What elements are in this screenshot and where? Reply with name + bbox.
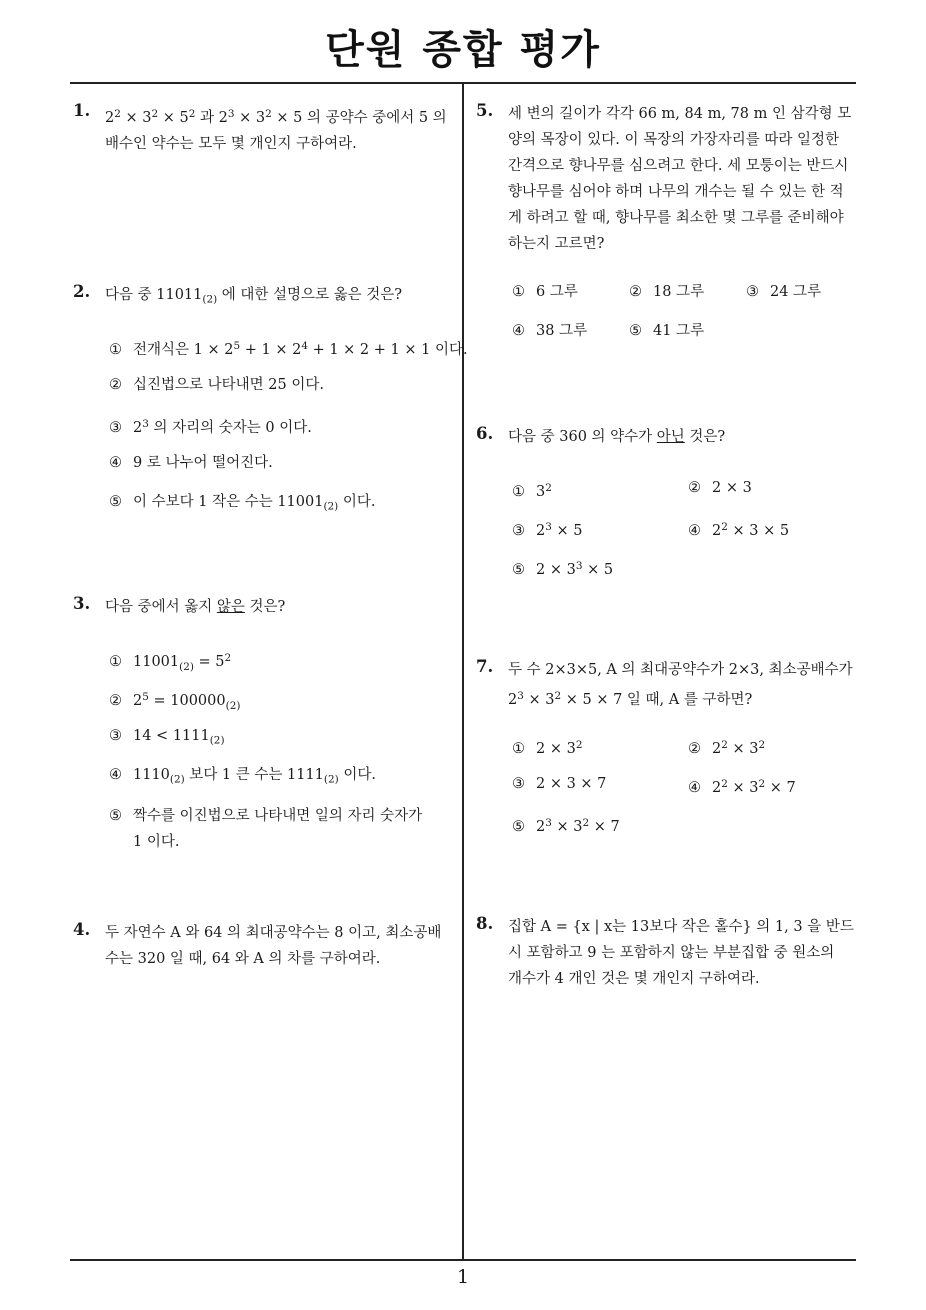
option-4[interactable]: ④ 38 그루 [512,323,588,339]
option-5[interactable]: ⑤ 이 수보다 1 작은 수는 $11001_{(2)}$ 이다. [109,494,376,513]
option-2[interactable]: ② $2^5 = 100000_{(2)}$ [109,691,241,712]
question-stem: 두 수 2×3×5, A 의 최대공약수가 2×3, 최소공배수가 $2^3 \times 3^2 \times 5 \times 7$ 일 때, A 를 구하면? [508,662,853,709]
page-number: 1 [456,1266,470,1288]
option-3[interactable]: ③ $2^3 \times 5$ [512,521,583,540]
question-8 [476,914,854,992]
option-1[interactable]: ① $2 \times 3^2$ [512,739,583,758]
option-2[interactable]: ② 십진법으로 나타내면 25 이다. [109,377,324,393]
question-5 [476,101,852,257]
question-1 [73,101,447,157]
footer-rule [70,1259,856,1261]
question-4 [73,920,442,972]
question-stem: 집합 A = {x | x는 13보다 작은 홀수} 의 1, 3 을 반드 시 포함하고 9 는 포함하지 않는 부분집합 중 원소의 개수가 4 개인 것은 몇 개인지 구하여라. [508,919,854,987]
option-5[interactable]: ⑤ $2 \times 3^3 \times 5$ [512,560,614,579]
question-number: 2. [73,282,91,301]
option-1[interactable]: ① 6 그루 [512,284,578,300]
option-4[interactable]: ④ $2^2 \times 3^2 \times 7$ [688,778,796,797]
question-stem: 다음 중에서 옳지 않은 것은? [105,599,286,615]
option-2[interactable]: ② $2^2 \times 3^2$ [688,739,766,758]
option-4[interactable]: ④ $1110_{(2)}$ 보다 1 큰 수는 $1111_{(2)}$ 이다. [109,767,376,786]
question-number: 4. [73,920,91,939]
question-3 [73,594,286,620]
option-5[interactable]: ⑤ $2^3 \times 3^2 \times 7$ [512,817,620,836]
option-1[interactable]: ① $11001_{(2)} = 5^2$ [109,652,232,673]
option-4[interactable]: ④ 9 로 나누어 떨어진다. [109,455,273,471]
option-2[interactable]: ② 18 그루 [629,284,705,300]
question-number: 5. [476,101,494,120]
question-6 [476,424,726,450]
question-number: 3. [73,594,91,613]
question-number: 6. [476,424,494,443]
option-3[interactable]: ③ $14 < 1111_{(2)}$ [109,728,225,747]
option-3[interactable]: ③ 2 × 3 × 7 [512,776,607,792]
question-number: 8. [476,914,494,933]
option-3[interactable]: ③ $2^3$ 의 자리의 숫자는 0 이다. [109,418,312,437]
option-1[interactable]: ① 전개식은 $1 \times 2^5 + 1 \times 2^4 + 1 \times 2 + 1 \times 1$ 이다. [109,340,468,359]
question-2 [73,282,403,313]
question-number: 1. [73,101,91,120]
column-divider [462,82,464,1260]
option-4[interactable]: ④ $2^2 \times 3 \times 5$ [688,521,790,540]
option-1[interactable]: ① $3^2$ [512,482,552,501]
question-number: 7. [476,657,494,676]
option-5[interactable]: ⑤ 41 그루 [629,323,705,339]
option-5[interactable]: ⑤ 짝수를 이진법으로 나타내면 일의 자리 숫자가 1 이다. [109,808,423,850]
question-7 [476,657,853,713]
question-stem: 세 변의 길이가 각각 66 m, 84 m, 78 m 인 삼각형 모 양의 목장이 있다. 이 목장의 가장자리를 따라 일정한 간격으로 향나무를 심으려고 한다. 세 모퉁이는 반드시 향나무를 심어야 하며 나무의 개수는 될 수 있는 한 적 게 하려고 할 때, 향나무를 최소한 몇 그루를 준비해야 하는지 고르면? [508,106,852,252]
option-2[interactable]: ② 2 × 3 [688,480,752,496]
question-stem: 다음 중 $11011_{(2)}$ 에 대한 설명으로 옳은 것은? [105,287,403,306]
question-stem: 다음 중 360 의 약수가 아닌 것은? [508,429,726,445]
page-title: 단원 종합 평가 [325,27,601,73]
question-stem: $2^2 \times 3^2 \times 5^2$ 과 $2^3 \times 3^2 \times 5$ 의 공약수 중에서 5 의 배수인 약수는 모두 몇 개인지 구하여라. [105,108,447,153]
option-3[interactable]: ③ 24 그루 [746,284,822,300]
question-stem: 두 자연수 A 와 64 의 최대공약수는 8 이고, 최소공배 수는 320 일 때, 64 와 A 의 차를 구하여라. [105,925,442,967]
